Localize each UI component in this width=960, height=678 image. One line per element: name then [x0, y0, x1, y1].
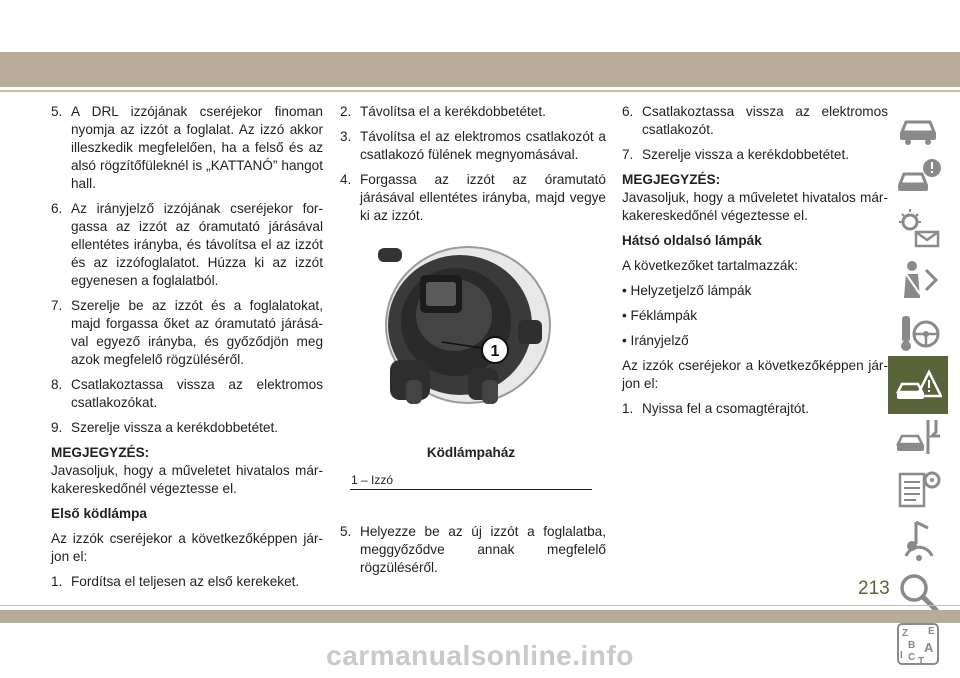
note-text: Javasoljuk, hogy a műveletet hivatalos márkakereskedőnél végeztesse el.: [622, 190, 888, 223]
header-band: [0, 52, 960, 87]
bullet-item: • Irányjelző: [622, 333, 689, 348]
svg-text:C: C: [908, 652, 916, 663]
list-item: 3. Távolítsa el az elektromos csatlakozót a csatlakozó fülének megnyomásával.: [340, 129, 606, 162]
list-item: 6. Csatlakoztassa vissza az elektromos csatlakozót.: [622, 104, 888, 137]
list-item: 1. Fordítsa el teljesen az első kerekeket.: [51, 574, 300, 589]
list-item: 5. Helyezze be az új izzót a foglalatba, meggyőződve annak megfelelő rögzüléséről.: [340, 524, 606, 575]
checklist-gear-icon: [896, 466, 942, 512]
footer-band: [0, 610, 960, 623]
fog-lamp-illustration: [350, 230, 592, 440]
hazard-car-icon: [896, 362, 942, 408]
page-top-margin: [0, 0, 960, 52]
figure-caption: Ködlámpaház: [426, 445, 516, 460]
bullet-item: • Féklámpák: [622, 308, 698, 323]
list-item: 8. Csatlakoztassa vissza az elektromos csatlakozókat.: [51, 377, 323, 410]
tab-multimedia[interactable]: [888, 512, 948, 570]
car-tools-icon: [896, 414, 942, 460]
note-title: MEGJEGYZÉS:: [622, 172, 721, 187]
list-item: 1. Nyissa fel a csomagtérajtót.: [622, 401, 809, 416]
list-item: 6. Az irányjelző izzójának cseréjekor forgassa az izzót az óramutató járásával ellentétes irányba, és távolítsa el az izzót és az izzófoglalatot. Húzza ki az izzót egyenesen a foglalatból.: [51, 201, 323, 288]
tab-hazard-car[interactable]: [888, 356, 948, 414]
key-steering-icon: [896, 310, 942, 356]
svg-text:B: B: [908, 640, 916, 651]
list-item: 9. Szerelje vissza a kerékdobbetétet.: [51, 420, 279, 435]
tab-key-steering[interactable]: [888, 304, 948, 362]
column-2: [340, 103, 606, 232]
page-number: 213: [858, 578, 890, 599]
list-item: 4. Forgassa az izzót az óramutató járásával ellentétes irányba, majd vegye ki az izzót.: [340, 172, 606, 223]
bullet-item: • Helyzetjelző lámpák: [622, 283, 752, 298]
car-warning-icon: [896, 154, 942, 200]
column-1: [51, 103, 323, 598]
note-title: MEGJEGYZÉS:: [51, 445, 150, 460]
multimedia-icon: [896, 518, 942, 564]
svg-text:I: I: [900, 650, 903, 661]
section-heading: Hátsó oldalsó lámpák: [622, 233, 762, 248]
footer-rule: [0, 605, 960, 606]
list-item: 2. Távolítsa el a kerékdobbetétet.: [340, 104, 546, 119]
column-3: [622, 103, 888, 425]
list-item: 7. Szerelje be az izzót és a foglalatokat, majd forgassa őket az óramutató járásával egyező irányba, és győződjön meg azok megfelelő rögzüléséről.: [51, 298, 323, 367]
svg-text:Z: Z: [902, 628, 909, 639]
tab-light-message[interactable]: [888, 200, 948, 258]
svg-text:T: T: [918, 656, 925, 667]
watermark: carmanualsonline.info: [326, 640, 634, 671]
list-item: 5. A DRL izzójának cseréjekor finoman nyomja az izzót a foglalat. Az izzó akkor illeszkedik megfelelően, ha a felső és az alsó rögzítőfüleknél is „KATTANÓ” hangot hall.: [51, 104, 323, 191]
figure-label: 1 – Izzó: [351, 473, 394, 487]
header-rule: [0, 90, 960, 92]
column-2-bottom: [340, 523, 606, 584]
note-text: Javasoljuk, hogy a műveletet hivatalos márkakereskedőnél végeztesse el.: [51, 463, 323, 496]
section-intro: A következőket tartalmazzák:: [622, 258, 799, 273]
tab-car-tools[interactable]: [888, 408, 948, 466]
car-dashboard-icon: [896, 102, 942, 148]
section-intro: Az izzók cseréjekor a következőképpen járjon el:: [51, 531, 323, 564]
tab-car-warning[interactable]: [888, 148, 948, 206]
tab-car-dashboard[interactable]: [888, 96, 948, 154]
tab-seatbelt-airbag[interactable]: [888, 252, 948, 310]
light-message-icon: [896, 206, 942, 252]
figure-callout-1: 1: [490, 343, 500, 360]
figure-rule: [350, 489, 592, 490]
svg-text:A: A: [924, 640, 934, 655]
list-item: 7. Szerelje vissza a kerékdobbetétet.: [622, 147, 850, 162]
svg-text:E: E: [928, 626, 935, 637]
seatbelt-airbag-icon: [896, 258, 942, 304]
section-heading: Első ködlámpa: [51, 506, 147, 521]
section-intro: Az izzók cseréjekor a következőképpen járjon el:: [622, 358, 888, 391]
tab-checklist-gear[interactable]: [888, 460, 948, 518]
